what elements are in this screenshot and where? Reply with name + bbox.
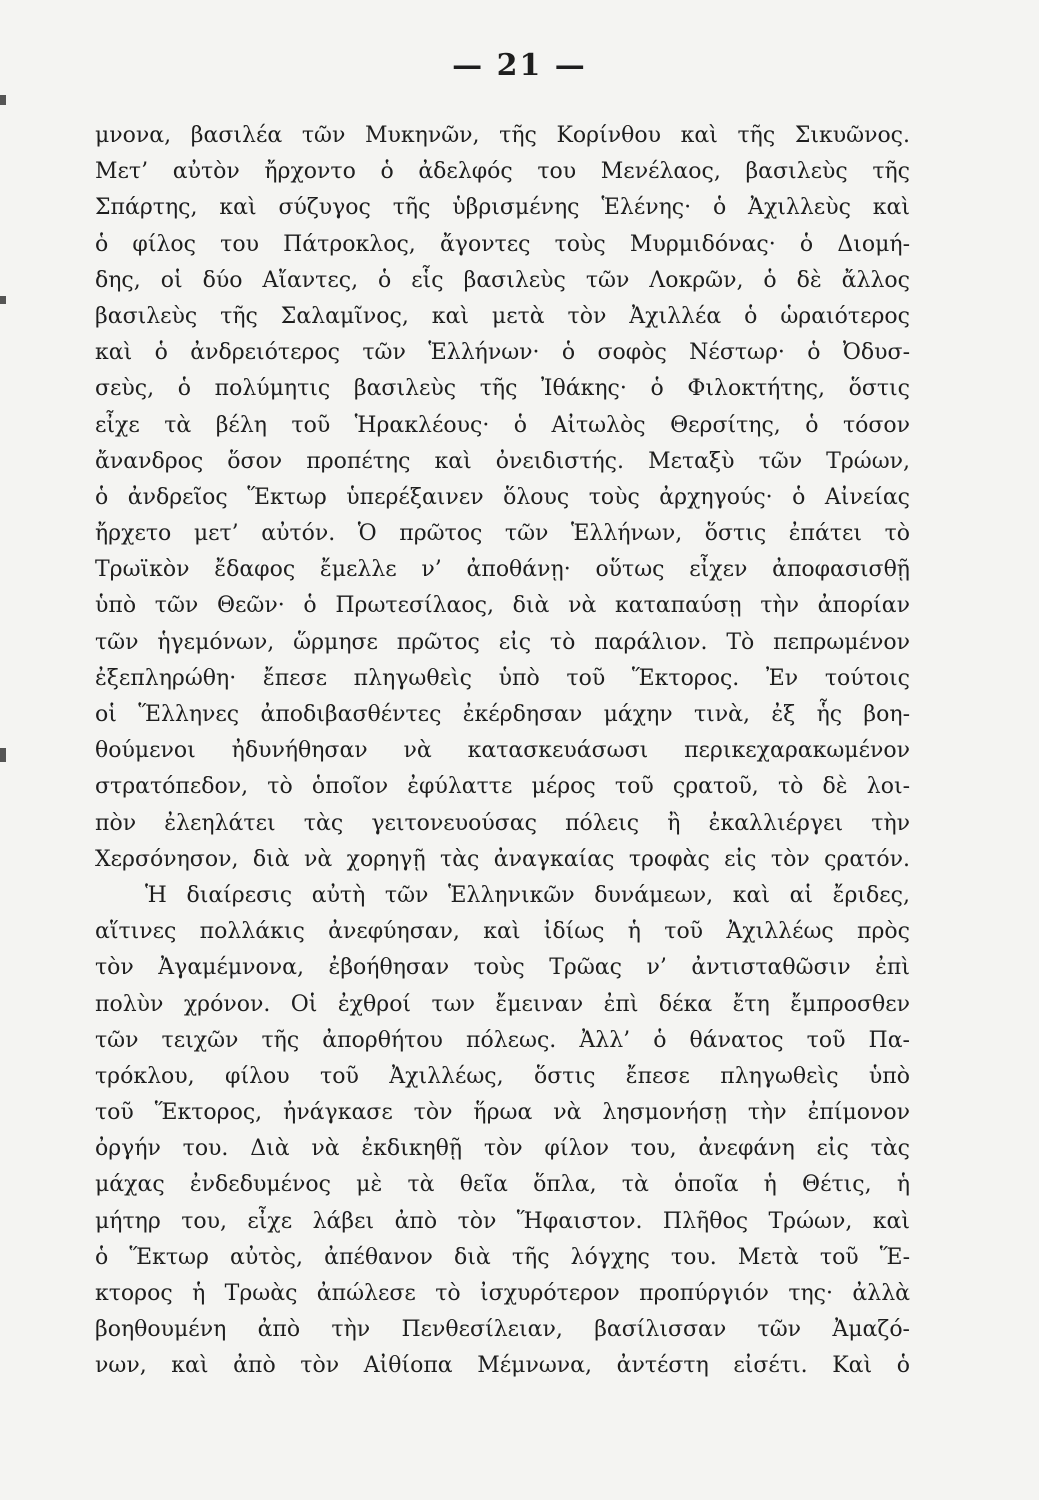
text-line: τὸν Ἀγαμέμνονα, ἐβοήθησαν τοὺς Τρῶας ν’ ἀντισταθῶσιν ἐπὶ <box>95 955 910 981</box>
text-line: ἐξεπληρώθη· ἔπεσε πληγωθεὶς ὑπὸ τοῦ Ἕκτορος. Ἐν τούτοις <box>95 665 910 691</box>
margin-mark <box>0 748 6 762</box>
text-line: δης, οἱ δύο Αἴαντες, ὁ εἷς βασιλεὺς τῶν Λοκρῶν, ὁ δὲ ἄλλος <box>95 267 910 293</box>
text-line: τῶν ἡγεμόνων, ὥρμησε πρῶτος εἰς τὸ παράλιον. Τὸ πεπρωμένον <box>95 629 910 655</box>
text-line: πολὺν χρόνον. Οἱ ἐχθροί των ἔμειναν ἐπὶ δέκα ἔτη ἔμπροσθεν <box>95 991 910 1017</box>
text-line: σεὺς, ὁ πολύμητις βασιλεὺς τῆς Ἰθάκης· ὁ Φιλοκτήτης, ὅστις <box>95 376 910 402</box>
text-line: Τρωϊκὸν ἔδαφος ἔμελλε ν’ ἀποθάνῃ· οὕτως εἶχεν ἀποφασισθῇ <box>95 557 910 583</box>
text-line: κτορος ἡ Τρωὰς ἀπώλεσε τὸ ἰσχυρότερον προπύργιόν της· ἀλλὰ <box>95 1281 910 1306</box>
text-line: οἱ Ἕλληνες ἀποδιβασθέντες ἐκέρδησαν μάχην τινὰ, ἐξ ἧς βοη- <box>95 702 910 727</box>
text-line: πὸν ἐλεηλάτει τὰς γειτονευούσας πόλεις ἢ ἐκαλλιέργει τὴν <box>95 810 910 836</box>
text-line: τρόκλου, φίλου τοῦ Ἀχιλλέως, ὅστις ἔπεσε πληγωθεὶς ὑπὸ <box>95 1063 910 1089</box>
page-number: — 21 — <box>452 48 587 83</box>
text-line: ὁ ἀνδρεῖος Ἕκτωρ ὑπερέξαινεν ὅλους τοὺς ἀρχηγούς· ὁ Αἰνείας <box>95 484 910 510</box>
text-line: ὀργήν του. Διὰ νὰ ἐκδικηθῇ τὸν φίλον του, ἀνεφάνη εἰς τὰς <box>95 1136 910 1162</box>
text-line: μάχας ἐνδεδυμένος μὲ τὰ θεῖα ὅπλα, τὰ ὁποῖα ἡ Θέτις, ἡ <box>95 1172 910 1198</box>
text-line: ἄνανδρος ὅσον προπέτης καὶ ὀνειδιστής. Μεταξὺ τῶν Τρώων, <box>95 448 910 474</box>
text-line: ἤρχετο μετ’ αὐτόν. Ὁ πρῶτος τῶν Ἑλλήνων, ὅστις ἐπάτει τὸ <box>95 521 910 547</box>
text-line: βασιλεὺς τῆς Σαλαμῖνος, καὶ μετὰ τὸν Ἀχιλλέα ὁ ὡραιότερος <box>95 303 910 329</box>
margin-mark <box>0 95 6 105</box>
text-line: ὑπὸ τῶν Θεῶν· ὁ Πρωτεσίλαος, διὰ νὰ καταπαύσῃ τὴν ἀπορίαν <box>95 593 910 619</box>
text-line: Μετ’ αὐτὸν ἤρχοντο ὁ ἀδελφός του Μενέλαος, βασιλεὺς τῆς <box>95 159 910 185</box>
text-line: εἶχε τὰ βέλη τοῦ Ἡρακλέους· ὁ Αἰτωλὸς Θερσίτης, ὁ τόσον <box>95 412 910 438</box>
text-line: θούμενοι ἠδυνήθησαν νὰ κατασκευάσωσι περικεχαρακωμένον <box>95 738 910 764</box>
text-line: μνονα, βασιλέα τῶν Μυκηνῶν, τῆς Κορίνθου καὶ τῆς Σικυῶνος. <box>95 123 910 148</box>
text-line: καὶ ὁ ἀνδρειότερος τῶν Ἑλλήνων· ὁ σοφὸς Νέστωρ· ὁ Ὀδυσ- <box>95 340 910 366</box>
text-line: τοῦ Ἕκτορος, ἠνάγκασε τὸν ἥρωα νὰ λησμονήσῃ τὴν ἐπίμονον <box>95 1100 910 1126</box>
body-text <box>95 118 910 1385</box>
text-line: μήτηρ του, εἶχε λάβει ἀπὸ τὸν Ἥφαιστον. Πλῆθος Τρώων, καὶ <box>95 1208 910 1234</box>
text-line: τῶν τειχῶν τῆς ἀπορθήτου πόλεως. Ἀλλ’ ὁ θάνατος τοῦ Πα- <box>95 1027 910 1053</box>
text-line: στρατόπεδον, τὸ ὁποῖον ἐφύλαττε μέρος τοῦ ςρατοῦ, τὸ δὲ λοι- <box>95 774 910 800</box>
text-line: αἵτινες πολλάκις ἀνεφύησαν, καὶ ἰδίως ἡ τοῦ Ἀχιλλέως πρὸς <box>95 919 910 945</box>
text-line: βοηθουμένη ἀπὸ τὴν Πενθεσίλειαν, βασίλισσαν τῶν Ἀμαζό- <box>95 1317 910 1343</box>
text-line: ὁ φίλος του Πάτροκλος, ἄγοντες τοὺς Μυρμιδόνας· ὁ Διομή- <box>95 231 910 257</box>
text-line: νων, καὶ ἀπὸ τὸν Αἰθίοπα Μέμνωνα, ἀντέστη εἰσέτι. Καὶ ὁ <box>95 1353 910 1379</box>
text-line: Χερσόνησον, διὰ νὰ χορηγῇ τὰς ἀναγκαίας τροφὰς εἰς τὸν ςρατόν. <box>95 846 910 872</box>
text-line: ὁ Ἕκτωρ αὐτὸς, ἀπέθανον διὰ τῆς λόγχης του. Μετὰ τοῦ Ἕ- <box>95 1244 910 1270</box>
paragraph-start-line: Ἡ διαίρεσις αὐτὴ τῶν Ἑλληνικῶν δυνάμεων, καὶ αἱ ἔριδες, <box>145 882 910 908</box>
margin-mark <box>0 296 6 304</box>
text-line: Σπάρτης, καὶ σύζυγος τῆς ὑβρισμένης Ἑλένης· ὁ Ἀχιλλεὺς καὶ <box>95 195 910 221</box>
